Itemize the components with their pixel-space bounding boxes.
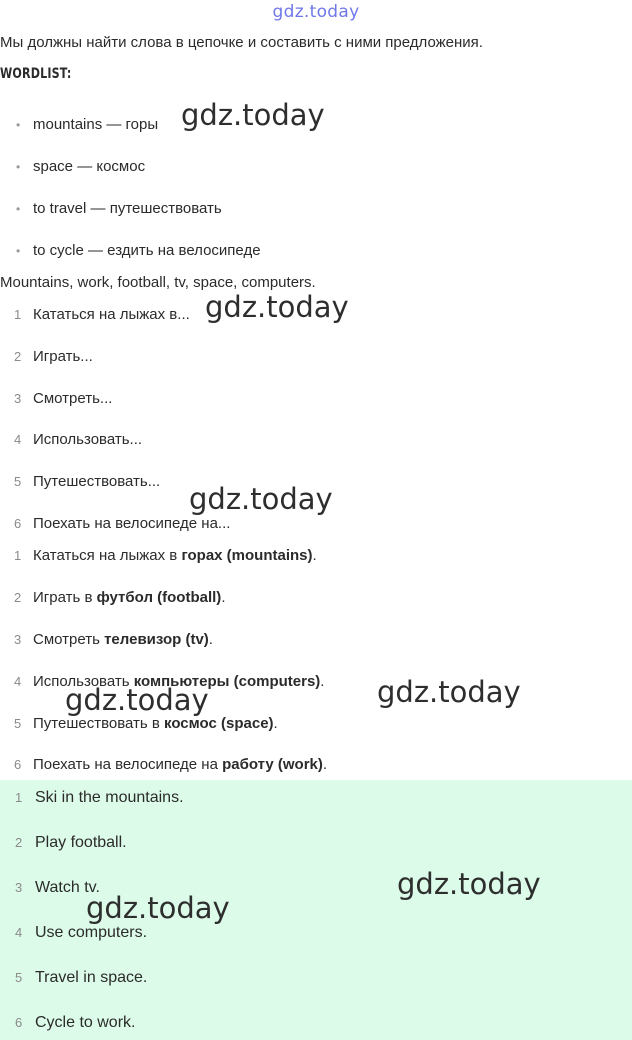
wordlist-item: • to travel — путешествовать bbox=[16, 200, 222, 217]
site-logo[interactable]: gdz.today bbox=[272, 2, 360, 22]
task-item: 4 Использовать... bbox=[14, 431, 143, 448]
watermark: gdz.today bbox=[181, 98, 325, 132]
answer-item: 5 Travel in space. bbox=[15, 969, 148, 986]
wordlist-item: • mountains — горы bbox=[16, 116, 159, 133]
wordlist-heading: WORDLIST: bbox=[0, 66, 72, 82]
task-item: 2 Играть... bbox=[14, 348, 93, 365]
task-item: 3 Смотреть... bbox=[14, 390, 113, 407]
bullet-icon: • bbox=[16, 118, 21, 132]
watermark: gdz.today bbox=[189, 482, 333, 516]
watermark: gdz.today bbox=[377, 675, 521, 709]
answer-item: 1 Ski in the mountains. bbox=[15, 789, 184, 806]
wordlist-item: • to cycle — ездить на велосипеде bbox=[16, 242, 261, 259]
task-item: 1 Кататься на лыжах в... bbox=[14, 306, 190, 323]
bullet-icon: • bbox=[16, 202, 21, 216]
word-chain: Mountains, work, football, tv, space, computers. bbox=[0, 274, 316, 291]
filled-item: 1 Кататься на лыжах в горах (mountains). bbox=[14, 547, 317, 564]
task-item: 5 Путешествовать... bbox=[14, 473, 161, 490]
watermark: gdz.today bbox=[397, 867, 541, 901]
filled-item: 2 Играть в футбол (football). bbox=[14, 589, 226, 606]
answer-item: 3 Watch tv. bbox=[15, 879, 100, 896]
wordlist-item: • space — космос bbox=[16, 158, 146, 175]
task-intro: Мы должны найти слова в цепочке и составить с ними предложения. bbox=[0, 34, 483, 51]
filled-item: 3 Смотреть телевизор (tv). bbox=[14, 631, 213, 648]
answer-item: 2 Play football. bbox=[15, 834, 127, 851]
bullet-icon: • bbox=[16, 160, 21, 174]
answer-item: 4 Use computers. bbox=[15, 924, 148, 941]
filled-item: 4 Использовать компьютеры (computers). bbox=[14, 673, 325, 690]
bullet-icon: • bbox=[16, 244, 21, 258]
task-item: 6 Поехать на велосипеде на... bbox=[14, 515, 231, 532]
watermark: gdz.today bbox=[205, 290, 349, 324]
watermark: gdz.today bbox=[86, 891, 230, 925]
watermark: gdz.today bbox=[65, 683, 209, 717]
answer-item: 6 Cycle to work. bbox=[15, 1014, 136, 1031]
filled-item: 6 Поехать на велосипеде на работу (work). bbox=[14, 756, 328, 773]
filled-item: 5 Путешествовать в космос (space). bbox=[14, 715, 278, 732]
